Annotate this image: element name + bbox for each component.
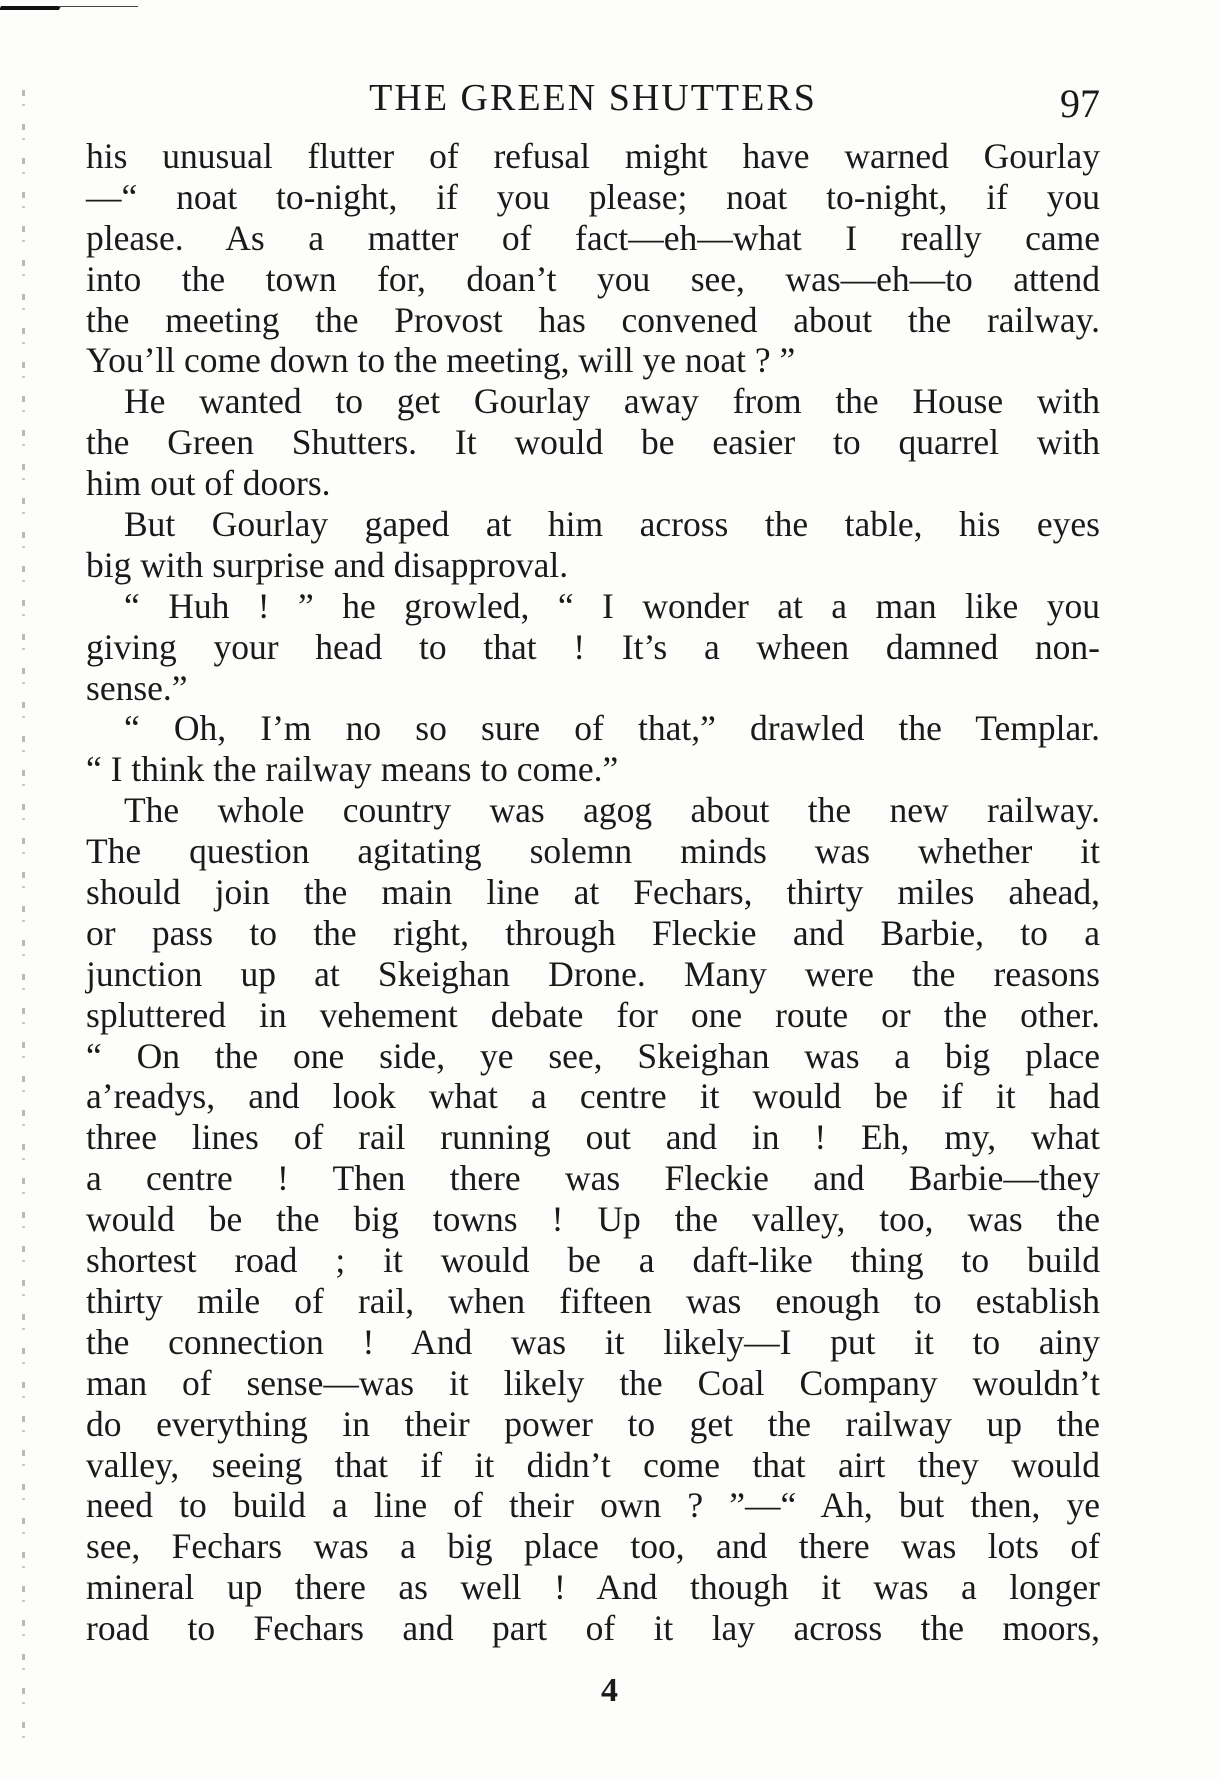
text-line: “ Oh, I’m no so sure of that,” drawled the Templar. — [124, 708, 1100, 749]
text-line: giving your head to that ! It’s a wheen damned non- — [86, 626, 1100, 667]
text-line: mineral up there as well ! And though it was a longer — [86, 1567, 1100, 1608]
text-line: big with surprise and disapproval. — [86, 544, 569, 585]
text-line: junction up at Skeighan Drone. Many were the reasons — [86, 953, 1100, 994]
text-line: or pass to the right, through Fleckie and Barbie, to a — [86, 912, 1100, 953]
text-line: need to build a line of their own ? ”—“ Ah, but then, ye — [86, 1485, 1100, 1526]
text-line: road to Fechars and part of it lay across the moors, — [86, 1608, 1100, 1649]
text-line: do everything in their power to get the railway up the — [86, 1403, 1100, 1444]
text-line: the meeting the Provost has convened about the railway. — [86, 299, 1100, 340]
binding-gutter-shadow — [22, 90, 25, 1750]
text-line: He wanted to get Gourlay away from the House with — [124, 381, 1100, 422]
text-line: valley, seeing that if it didn’t come that airt they would — [86, 1444, 1100, 1485]
page-number: 97 — [1060, 81, 1100, 126]
text-line: The whole country was agog about the new railway. — [124, 790, 1100, 831]
text-line: see, Fechars was a big place too, and there was lots of — [86, 1526, 1100, 1567]
signature-mark: 4 — [601, 1672, 618, 1709]
text-line: man of sense—was it likely the Coal Company wouldn’t — [86, 1362, 1100, 1403]
printer-rule-mark — [0, 6, 61, 10]
text-line: a centre ! Then there was Fleckie and Barbie—they — [86, 1158, 1100, 1199]
text-line: the connection ! And was it likely—I put it to ainy — [86, 1321, 1100, 1362]
text-line: thirty mile of rail, when fifteen was enough to establish — [86, 1280, 1100, 1321]
text-line: —“ noat to-night, if you please; noat to-night, if you — [86, 176, 1100, 217]
text-line: “ I think the railway means to come.” — [86, 749, 619, 790]
text-line: You’ll come down to the meeting, will ye noat ? ” — [86, 340, 796, 381]
text-line: three lines of rail running out and in ! Eh, my, what — [86, 1117, 1100, 1158]
text-line: the Green Shutters. It would be easier to quarrel with — [86, 422, 1100, 463]
text-line: “ On the one side, ye see, Skeighan was a big place — [86, 1035, 1100, 1076]
body-text — [86, 136, 1100, 1649]
page-header — [86, 70, 1100, 126]
text-line: a’readys, and look what a centre it would be if it had — [86, 1076, 1100, 1117]
text-line: spluttered in vehement debate for one route or the other. — [86, 994, 1100, 1035]
running-title: THE GREEN SHUTTERS — [369, 77, 817, 119]
text-line: into the town for, doan’t you see, was—eh—to attend — [86, 258, 1100, 299]
text-line: The question agitating solemn minds was whether it — [86, 831, 1100, 872]
text-line: would be the big towns ! Up the valley, too, was the — [86, 1199, 1100, 1240]
text-line: But Gourlay gaped at him across the table, his eyes — [124, 504, 1100, 545]
text-line: should join the main line at Fechars, thirty miles ahead, — [86, 872, 1100, 913]
text-line: shortest road ; it would be a daft-like thing to build — [86, 1240, 1100, 1281]
text-line: his unusual flutter of refusal might have warned Gourlay — [86, 136, 1100, 176]
text-line: sense.” — [86, 667, 188, 708]
text-line: “ Huh ! ” he growled, “ I wonder at a man like you — [124, 585, 1100, 626]
printer-rule-line — [58, 6, 138, 7]
text-line: please. As a matter of fact—eh—what I really came — [86, 217, 1100, 258]
text-line: him out of doors. — [86, 463, 331, 504]
